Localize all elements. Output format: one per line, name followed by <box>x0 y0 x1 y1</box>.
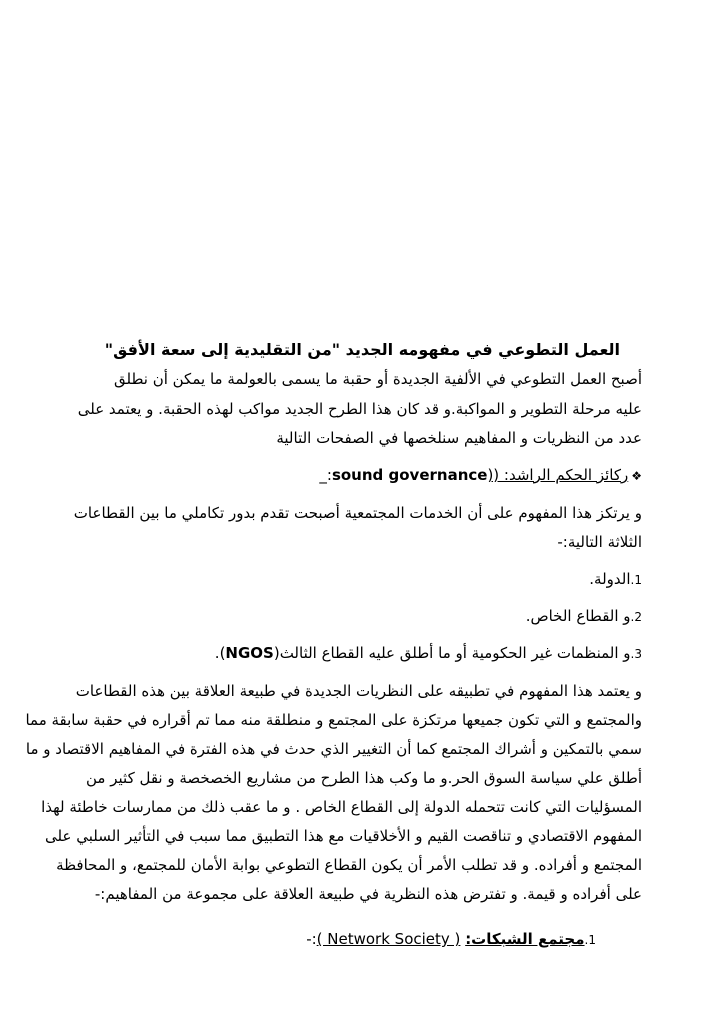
diamond-bullet-icon: ❖ <box>631 469 642 483</box>
paragraph-line-2: والمجتمع و التي تكون جميعها مرتكزة على المجتمع و منطلقة منه مما تم أقراره في حقبة سابقة مما <box>25 711 642 729</box>
list-item-number: 2. <box>630 610 642 624</box>
section-heading-sound-governance <box>319 464 642 487</box>
list-item-acronym: NGOS <box>225 644 274 662</box>
section-heading-english: sound governance <box>331 466 488 484</box>
list-item-number: 3. <box>630 647 642 661</box>
section2-heading-arabic: مجتمع الشبكات: <box>465 930 585 948</box>
list-item-ngos <box>215 642 642 665</box>
section2-heading-english: ( Network Society ) <box>316 930 461 948</box>
section1-body-line-2: الثلاثة التالية:- <box>557 533 642 551</box>
section-heading-arabic: ركائز الحكم الراشد: (( <box>487 466 629 484</box>
paragraph-line-5: المسؤليات التي كانت تتحمله الدولة إلى القطاع الخاص . و ما عقب ذلك من ممارسات خاطئة لهذا <box>41 798 642 816</box>
list-item-private-sector <box>526 605 642 628</box>
list-item-state <box>589 568 642 591</box>
paragraph-line-1: و يعتمد هذا المفهوم في تطبيقه على النظريات الجديدة في طبيعة العلاقة بين هذه القطاعات <box>75 682 642 700</box>
section2-number: 1. <box>584 933 596 947</box>
paragraph-line-3: سمي بالتمكين و أشراك المجتمع كما أن التغيير الذي حدث في هذه الفترة في المفاهيم الاقتصاد و ما <box>25 740 642 758</box>
paragraph-line-6: المفهوم الاقتصادي و تناقصت القيم و الأخلاقيات مع هذا التطبيق مما سبب في التأثير السلبي على <box>45 827 642 845</box>
document-title: العمل التطوعي في مفهومه الجديد "من التقليدية إلى سعة الأفق" <box>104 340 620 359</box>
list-item-text: و القطاع الخاص. <box>525 607 631 625</box>
paragraph-line-7: المجتمع و أفراده. و قد تطلب الأمر أن يكون القطاع التطوعي بوابة الأمان للمجتمع، و المحافظة <box>56 856 642 874</box>
intro-line-1: أصبح العمل التطوعي في الألفية الجديدة أو حقبة ما يسمى بالعولمة ما يمكن أن نطلق <box>113 370 642 388</box>
list-item-number: 1. <box>630 573 642 587</box>
paragraph-line-4: أطلق علي سياسة السوق الحر.و ما وكب هذا الطرح من مشاريع الخصخصة و نقل كثير من <box>86 769 642 787</box>
list-item-text: و المنظمات غير الحكومية أو ما أطلق عليه القطاع الثالث( <box>273 644 631 662</box>
section-heading-tail: :_ <box>319 466 332 484</box>
list-item-text: الدولة. <box>589 570 631 588</box>
list-item-tail: ). <box>214 644 226 662</box>
paragraph-line-8: على أفراده و قيمة. و تفترض هذه النظرية في طبيعة العلاقة على مجموعة من المفاهيم:- <box>94 885 642 903</box>
section2-heading-tail: :- <box>306 930 317 948</box>
section1-body-line-1: و يرتكز هذا المفهوم على أن الخدمات المجتمعية أصبحت تقدم بدور تكاملي ما بين القطاعات <box>73 504 642 522</box>
intro-line-2: عليه مرحلة التطوير و المواكبة.و قد كان هذا الطرح الجديد مواكب لهذه الحقبة. و يعتمد على <box>77 400 642 418</box>
intro-line-3: عدد من النظريات و المفاهيم سنلخصها في الصفحات التالية <box>276 429 642 447</box>
section-heading-network-society <box>306 928 596 951</box>
